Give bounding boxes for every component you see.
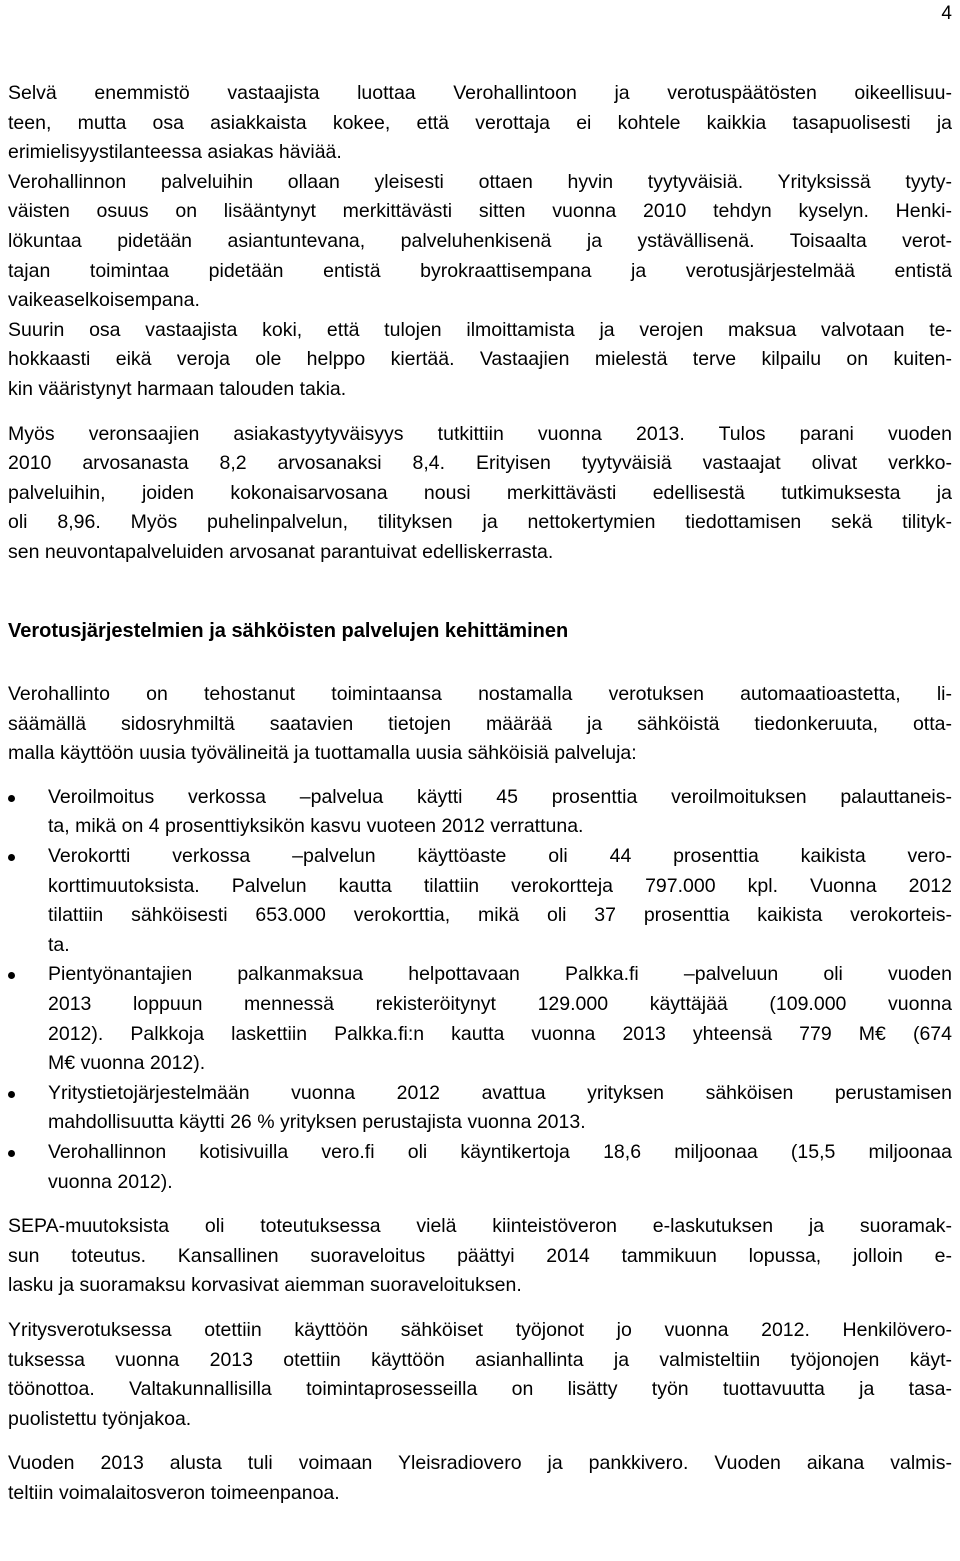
- list-item: [8, 1138, 952, 1197]
- text-line: väisten osuus on lisääntynyt merkittävästi sitten vuonna 2010 tehdyn kyselyn. Henki-: [8, 200, 952, 223]
- text-line: Verohallinnon palveluihin ollaan yleisesti ottaen hyvin tyytyväisiä. Yrityksissä tyyty-: [8, 170, 952, 193]
- paragraph-automation-intro: [8, 680, 952, 769]
- document-body: [8, 79, 952, 1509]
- list-item: [8, 842, 952, 960]
- text-line: vaikeaselkoisempana.: [8, 289, 200, 312]
- text-line: ta, mikä on 4 prosenttiyksikön kasvu vuoteen 2012 verrattuna.: [48, 815, 584, 838]
- paragraph-work-queues: [8, 1316, 952, 1434]
- text-line: Pientyönantajien palkanmaksua helpottavaan Palkka.fi –palveluun oli vuoden: [48, 963, 952, 986]
- text-line: hokkaasti eikä veroja ole helppo kiertää. Vastaajien mielestä terve kilpailu on kuiten-: [8, 348, 952, 371]
- text-line: erimielisyystilanteessa asiakas häviää.: [8, 141, 342, 164]
- text-line: 2010 arvosanasta 8,2 arvosanaksi 8,4. Erityisen tyytyväisiä vastaajat olivat verkko-: [8, 452, 952, 475]
- paragraph-recipient-satisfaction: [8, 420, 952, 568]
- text-line: 2013 loppuun mennessä rekisteröitynyt 129.000 käyttäjää (109.000 vuonna: [48, 993, 952, 1016]
- text-line: Yritysverotuksessa otettiin käyttöön sähköiset työjonot jo vuonna 2012. Henkilövero-: [8, 1318, 952, 1341]
- text-line: puolistettu työnjakoa.: [8, 1407, 192, 1430]
- text-line: kin vääristynyt harmaan talouden takia.: [8, 377, 347, 400]
- text-line: Verohallinto on tehostanut toimintaansa nostamalla verotuksen automaatioastetta, li-: [8, 683, 952, 706]
- page-number: 4: [941, 3, 952, 24]
- text-line: mahdollisuutta käytti 26 % yrityksen perustajista vuonna 2013.: [48, 1111, 586, 1134]
- text-line: lökuntaa pidetään asiantuntevana, palveluhenkisenä ja ystävällisenä. Toisaalta verot-: [8, 229, 952, 252]
- text-line: ta.: [48, 933, 70, 956]
- text-line: Suurin osa vastaajista koki, että tulojen ilmoittamista ja verojen maksua valvotaan te-: [8, 318, 952, 341]
- text-line: Myös veronsaajien asiakastyytyväisyys tutkittiin vuonna 2013. Tulos parani vuoden: [8, 422, 952, 445]
- list-item: [8, 1079, 952, 1138]
- text-line: tajan toimintaa pidetään entistä byrokraattisempana ja verotusjärjestelmää entistä: [8, 259, 952, 282]
- text-line: säämällä sidosryhmiltä saatavien tietojen määrää ja sähköistä tiedonkeruuta, otta-: [8, 712, 952, 735]
- text-line: Verokortti verkossa –palvelun käyttöaste oli 44 prosenttia kaikista vero-: [48, 845, 952, 868]
- text-line: Veroilmoitus verkossa –palvelua käytti 45 prosenttia veroilmoituksen palauttaneis-: [48, 785, 952, 808]
- paragraph-new-taxes: [8, 1449, 952, 1508]
- text-line: lasku ja suoramaksu korvasivat aiemman suoraveloituksen.: [8, 1274, 522, 1297]
- bullet-icon: [8, 1150, 15, 1157]
- section-heading: Verotusjärjestelmien ja sähköisten palvelujen kehittäminen: [8, 619, 569, 642]
- paragraph-sepa: [8, 1212, 952, 1301]
- list-item: [8, 783, 952, 842]
- text-line: M€ vuonna 2012).: [48, 1052, 206, 1075]
- text-line: malla käyttöön uusia työvälineitä ja tuottamalla uusia sähköisiä palveluja:: [8, 742, 637, 765]
- text-line: oli 8,96. Myös puhelinpalvelun, tilityksen ja nettokertymien tiedottamisen sekä tilityk-: [8, 511, 952, 534]
- text-line: teen, mutta osa asiakkaista kokee, että verottaja ei kohtele kaikkia tasapuolisesti ja: [8, 111, 952, 134]
- bullet-icon: [8, 795, 15, 802]
- text-line: sun toteutus. Kansallinen suoraveloitus päättyi 2014 tammikuun lopussa, jolloin e-: [8, 1244, 952, 1267]
- bullet-icon: [8, 972, 15, 979]
- text-line: korttimuutoksista. Palvelun kautta tilattiin verokortteja 797.000 kpl. Vuonna 2012: [48, 874, 952, 897]
- text-line: töönottoa. Valtakunnallisilla toimintaprosesseilla on lisätty työn tuottavuutta ja tasa-: [8, 1378, 952, 1401]
- bullet-list: [8, 783, 952, 1197]
- text-line: Yritystietojärjestelmään vuonna 2012 avattua yrityksen sähköisen perustamisen: [48, 1081, 952, 1104]
- text-line: palveluihin, joiden kokonaisarvosana nousi merkittävästi edellisestä tutkimuksesta ja: [8, 481, 952, 504]
- text-line: Verohallinnon kotisivuilla vero.fi oli käyntikertoja 18,6 miljoonaa (15,5 miljoonaa: [48, 1141, 952, 1163]
- text-line: tuksessa vuonna 2013 otettiin käyttöön asianhallinta ja valmisteltiin työjonojen käyt-: [8, 1348, 952, 1371]
- text-line: Selvä enemmistö vastaajista luottaa Verohallintoon ja verotuspäätösten oikeellisuu-: [8, 82, 952, 104]
- text-line: Vuoden 2013 alusta tuli voimaan Yleisradiovero ja pankkivero. Vuoden aikana valmis-: [8, 1452, 952, 1475]
- text-line: vuonna 2012).: [48, 1170, 173, 1193]
- text-line: tilattiin sähköisesti 653.000 verokorttia, mikä oli 37 prosenttia kaikista verokorteis-: [48, 904, 952, 927]
- list-item: [8, 960, 952, 1078]
- text-line: teltiin voimalaitosveron toimeenpanoa.: [8, 1481, 340, 1504]
- paragraph-customer-trust: [8, 79, 952, 405]
- text-line: SEPA-muutoksista oli toteutuksessa vielä kiinteistöveron e-laskutuksen ja suoramak-: [8, 1215, 952, 1238]
- text-line: sen neuvontapalveluiden arvosanat parantuivat edelliskerrasta.: [8, 540, 554, 563]
- text-line: 2012). Palkkoja laskettiin Palkka.fi:n kautta vuonna 2013 yhteensä 779 M€ (674: [48, 1022, 952, 1045]
- bullet-icon: [8, 854, 15, 861]
- bullet-icon: [8, 1091, 15, 1098]
